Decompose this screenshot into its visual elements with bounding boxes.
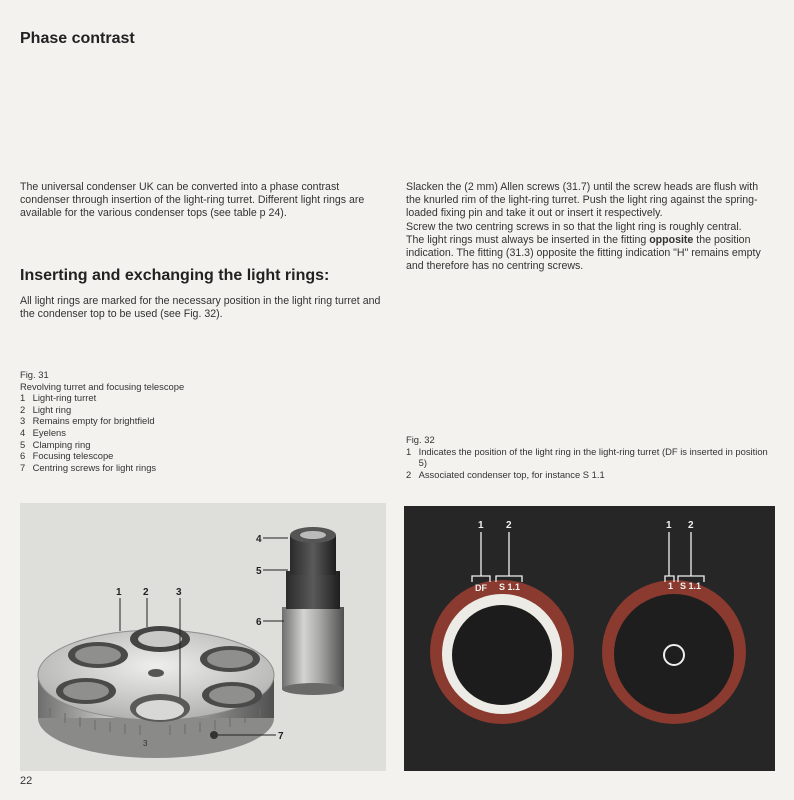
intro-paragraph: The universal condenser UK can be converted into a phase contrast condenser through insertion of the light-ring turret. Different light rings are available for the various condenser tops (see table p 24).: [20, 181, 365, 220]
legend-item: 7 Centring screws for light rings: [20, 461, 157, 473]
fig31-label: Fig. 31: [20, 369, 49, 380]
instruction-paragraph-3: [406, 234, 774, 274]
callout-5: 5: [256, 566, 262, 577]
left-position-mark: DF: [475, 583, 487, 593]
section-paragraph: All light rings are marked for the necessary position in the light ring turret and the condenser top to be used (see Fig. 32).: [20, 295, 381, 321]
legend-item: 1 Indicates the position of the light ring in the light-ring turret (DF is inserted in position 5): [406, 445, 768, 469]
turret-mark: 3: [143, 739, 148, 748]
fig31-legend: [20, 392, 380, 473]
callout-6: 6: [256, 617, 262, 628]
fig32-label: Fig. 32: [406, 434, 435, 445]
legend-item: 3 Remains empty for brightfield: [20, 415, 155, 427]
page-title: Phase contrast: [20, 30, 135, 47]
legend-item: 2 Light ring: [20, 403, 72, 415]
section-heading: Inserting and exchanging the light rings:: [20, 267, 330, 284]
fig31-photo: [20, 503, 386, 771]
instructions-column: [406, 181, 774, 273]
instruction-text: The light rings must always be inserted in the fitting: [406, 233, 650, 246]
legend-item: 5 Clamping ring: [20, 438, 91, 450]
callout-2-left: 2: [506, 520, 512, 531]
callout-7: 7: [278, 731, 284, 742]
callout-1: 1: [116, 587, 122, 598]
left-top-mark: S 1.1: [499, 582, 521, 592]
centring-screw-icon: [210, 731, 218, 739]
instruction-paragraph-2: Screw the two centring screws in so that the light ring is roughly central.: [406, 220, 742, 233]
legend-item: 6 Focusing telescope: [20, 450, 114, 462]
right-top-mark: S 1.1: [680, 581, 702, 591]
callout-1-left: 1: [478, 520, 484, 531]
callout-4: 4: [256, 534, 262, 545]
fig32-legend: [406, 446, 778, 481]
fig32-caption: [406, 434, 778, 480]
legend-item: 4 Eyelens: [20, 426, 66, 438]
instruction-paragraph-1: Slacken the (2 mm) Allen screws (31.7) until the screw heads are flush with the knurled rim of the light-ring turret. Push the light ring against the spring-loaded fixing pin and take it out or insert it respectively.: [406, 181, 759, 220]
instruction-text: the position indication. The fitting (31.3) opposite the fitting indication "H" remains empty and therefore has no centring screws.: [406, 233, 761, 273]
callout-2-right: 2: [688, 520, 694, 531]
callout-3: 3: [176, 587, 182, 598]
fig31-caption: [20, 369, 380, 473]
page-number: 22: [20, 775, 33, 787]
legend-item: 1 Light-ring turret: [20, 392, 97, 404]
turret-telescope-illustration: [20, 503, 386, 771]
right-position-mark: 1: [668, 581, 674, 591]
condenser-tops-illustration: [404, 506, 775, 771]
legend-item: 2 Associated condenser top, for instance S 1.1: [406, 468, 605, 480]
callout-1-right: 1: [666, 520, 672, 531]
callout-2: 2: [143, 587, 149, 598]
emphasis-opposite: opposite: [649, 233, 694, 246]
fig31-title: Revolving turret and focusing telescope: [20, 380, 185, 392]
fig32-photo: [404, 506, 775, 771]
